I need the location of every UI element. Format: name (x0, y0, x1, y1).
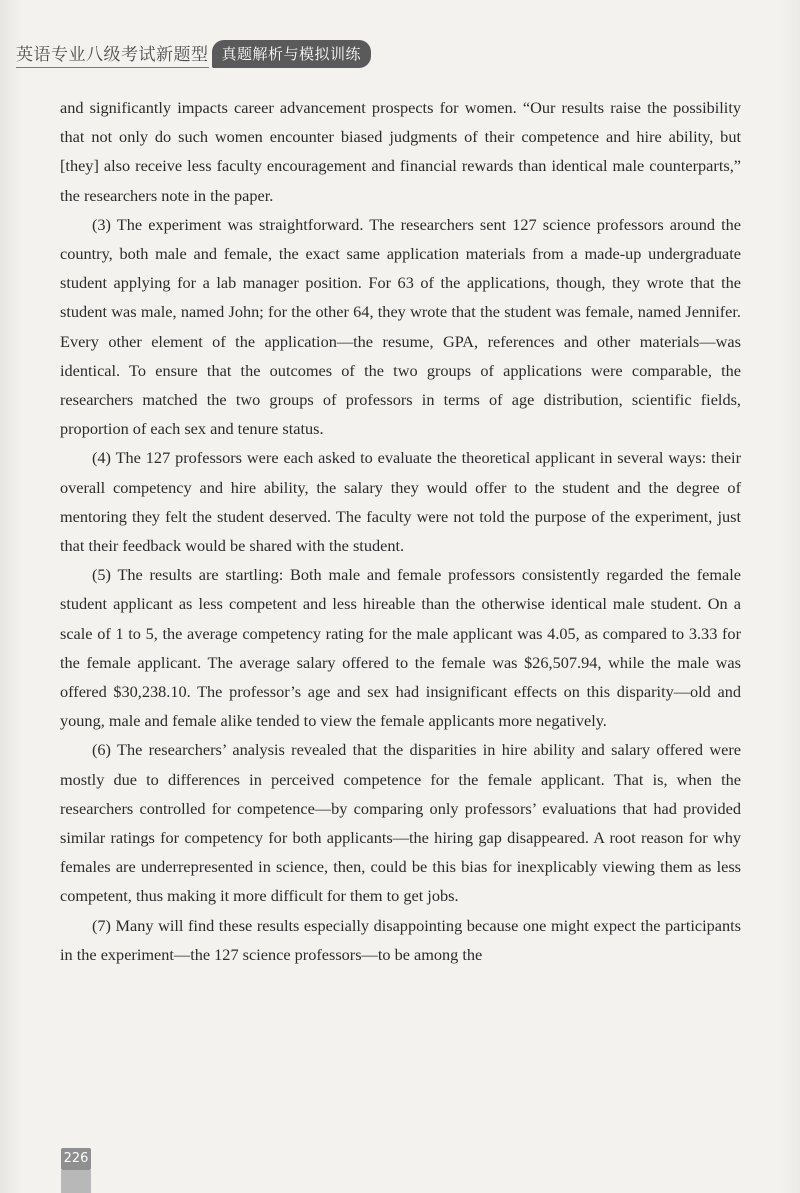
paragraph-continued: and significantly impacts career advancement prospects for women. “Our results raise the possibility that not only do such women encounter biased judgments of their competence and hire ability, but [they] also receive less faculty encouragement and financial rewards than identical male counterparts,” the researchers note in the paper. (60, 98, 741, 205)
body-text (60, 93, 741, 969)
paragraph-5: (5) The results are startling: Both male and female professors consistently regarded the female student applicant as less competent and less hireable than the otherwise identical male student. On a scale of 1 to 5, the average competency rating for the male applicant was 4.05, as compared to 3.33 for the female applicant. The average salary offered to the female was $26,507.94, while the male was offered $30,238.10. The professor’s age and sex had insignificant effects on this disparity—old and young, male and female alike tended to view the female applicants more negatively. (60, 565, 741, 731)
paragraph-7: (7) Many will find these results especially disappointing because one might expect the participants in the experiment—the 127 science professors—to be among the (60, 915, 741, 964)
running-header (16, 40, 371, 68)
paragraph-3: (3) The experiment was straightforward. The researchers sent 127 science professors around the country, both male and female, the exact same application materials from a made-up undergraduate student applying for a lab manager position. For 63 of the applications, though, they wrote that the student was male, named John; for the other 64, they wrote that the student was female, named Jennifer. Every other element of the application—the resume, GPA, references and other materials—was identical. To ensure that the outcomes of the two groups of applications were comparable, the researchers matched the two groups of professors in terms of age distribution, scientific fields, proportion of each sex and tenure status. (60, 214, 741, 439)
page-number-tab (61, 1170, 91, 1193)
page-number: 226 (61, 1148, 91, 1170)
paragraph-4: (4) The 127 professors were each asked to evaluate the theoretical applicant in several ways: their overall competency and hire ability, the salary they would offer to the student and the degree of mentoring they felt the student deserved. The faculty were not told the purpose of the experiment, just that their feedback would be shared with the student. (60, 448, 741, 556)
book-series-title: 英语专业八级考试新题型 (16, 40, 209, 68)
section-tab: 真题解析与模拟训练 (212, 40, 372, 68)
paragraph-6: (6) The researchers’ analysis revealed that the disparities in hire ability and salary offered were mostly due to differences in perceived competence for the female applicant. That is, when the researchers controlled for competence—by comparing only professors’ evaluations that had provided similar ratings for competency for both applicants—the hiring gap disappeared. A root reason for why females are underrepresented in science, then, could be this bias for inexplicably viewing them as less competent, thus making it more difficult for them to get jobs. (60, 740, 741, 906)
